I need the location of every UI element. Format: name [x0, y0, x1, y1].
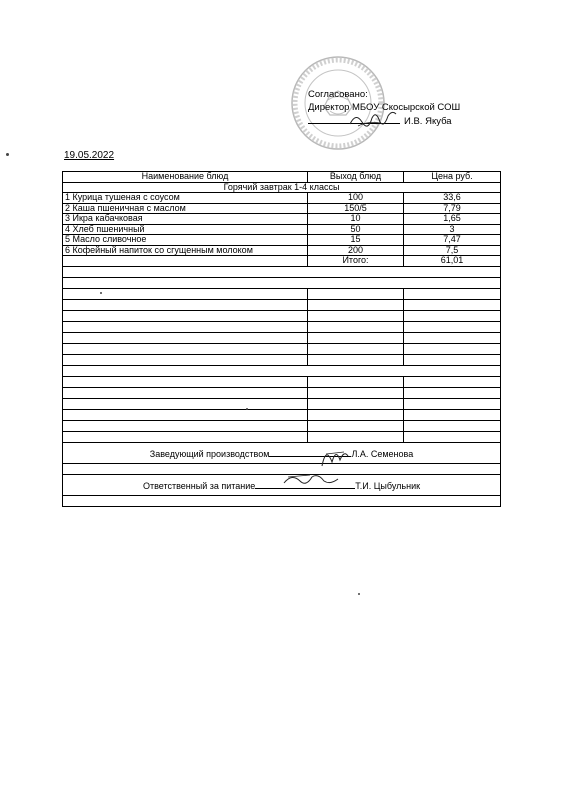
table-row [63, 235, 501, 246]
production-name: Л.А. Семенова [351, 448, 414, 459]
production-signature-row [63, 442, 501, 463]
dish-name: 5 Масло сливочное [63, 235, 308, 246]
dish-output: 15 [308, 235, 404, 246]
nutrition-label: Ответственный за питание [142, 480, 256, 491]
blank-row [63, 310, 501, 321]
total-value: 61,01 [404, 256, 501, 267]
table-row [63, 203, 501, 214]
approval-heading: Согласовано: [308, 89, 368, 100]
table-row [63, 214, 501, 225]
dish-output: 150/5 [308, 203, 404, 214]
blank-row [63, 288, 501, 299]
blank-row [63, 365, 501, 376]
blank-row [63, 299, 501, 310]
production-signature [318, 444, 352, 470]
table-row [63, 224, 501, 235]
blank-row [63, 398, 501, 409]
scan-speck [6, 153, 9, 156]
dish-price: 33,6 [404, 193, 501, 204]
section-row [63, 182, 501, 193]
dish-price: 7,47 [404, 235, 501, 246]
blank-row [63, 354, 501, 365]
menu-table [62, 171, 501, 507]
total-row [63, 256, 501, 267]
section-title: Горячий завтрак 1-4 классы [63, 182, 501, 193]
dish-price: 3 [404, 224, 501, 235]
header-output: Выход блюд [308, 172, 404, 183]
blank-row [63, 431, 501, 442]
blank-row [63, 343, 501, 354]
dish-price: 1,65 [404, 214, 501, 225]
blank-row [63, 387, 501, 398]
dish-output: 50 [308, 224, 404, 235]
blank-row [63, 332, 501, 343]
header-price: Цена руб. [404, 172, 501, 183]
blank-row [63, 376, 501, 387]
blank-row [63, 266, 501, 277]
header-dish-name: Наименование блюд [63, 172, 308, 183]
dish-output: 10 [308, 214, 404, 225]
blank-row [63, 321, 501, 332]
nutrition-signature [282, 471, 340, 489]
dish-name: 6 Кофейный напиток со сгущенным молоком [63, 245, 308, 256]
dish-output: 100 [308, 193, 404, 204]
approval-position: Директор МБОУ Скосырской СОШ [308, 102, 461, 113]
dish-name: 4 Хлеб пшеничный [63, 224, 308, 235]
total-label: Итого: [308, 256, 404, 267]
dish-name: 1 Курица тушеная с соусом [63, 193, 308, 204]
dish-output: 200 [308, 245, 404, 256]
blank-row [63, 277, 501, 288]
scan-speck [358, 593, 360, 595]
blank-row [63, 409, 501, 420]
production-label: Заведующий производством [149, 448, 270, 459]
dish-name: 2 Каша пшеничная с маслом [63, 203, 308, 214]
table-row [63, 193, 501, 204]
dish-name: 3 Икра кабачковая [63, 214, 308, 225]
dish-price: 7,5 [404, 245, 501, 256]
nutrition-name: Т.И. Цыбульник [355, 480, 421, 491]
director-signature [348, 108, 398, 130]
menu-date: 19.05.2022 [64, 150, 115, 161]
approval-signer: И.В. Якуба [404, 116, 452, 127]
table-header-row [63, 172, 501, 183]
table-row [63, 245, 501, 256]
dish-price: 7,79 [404, 203, 501, 214]
blank-row [63, 420, 501, 431]
blank-row [63, 495, 501, 506]
scan-speck [246, 408, 248, 410]
scan-speck [100, 292, 102, 294]
